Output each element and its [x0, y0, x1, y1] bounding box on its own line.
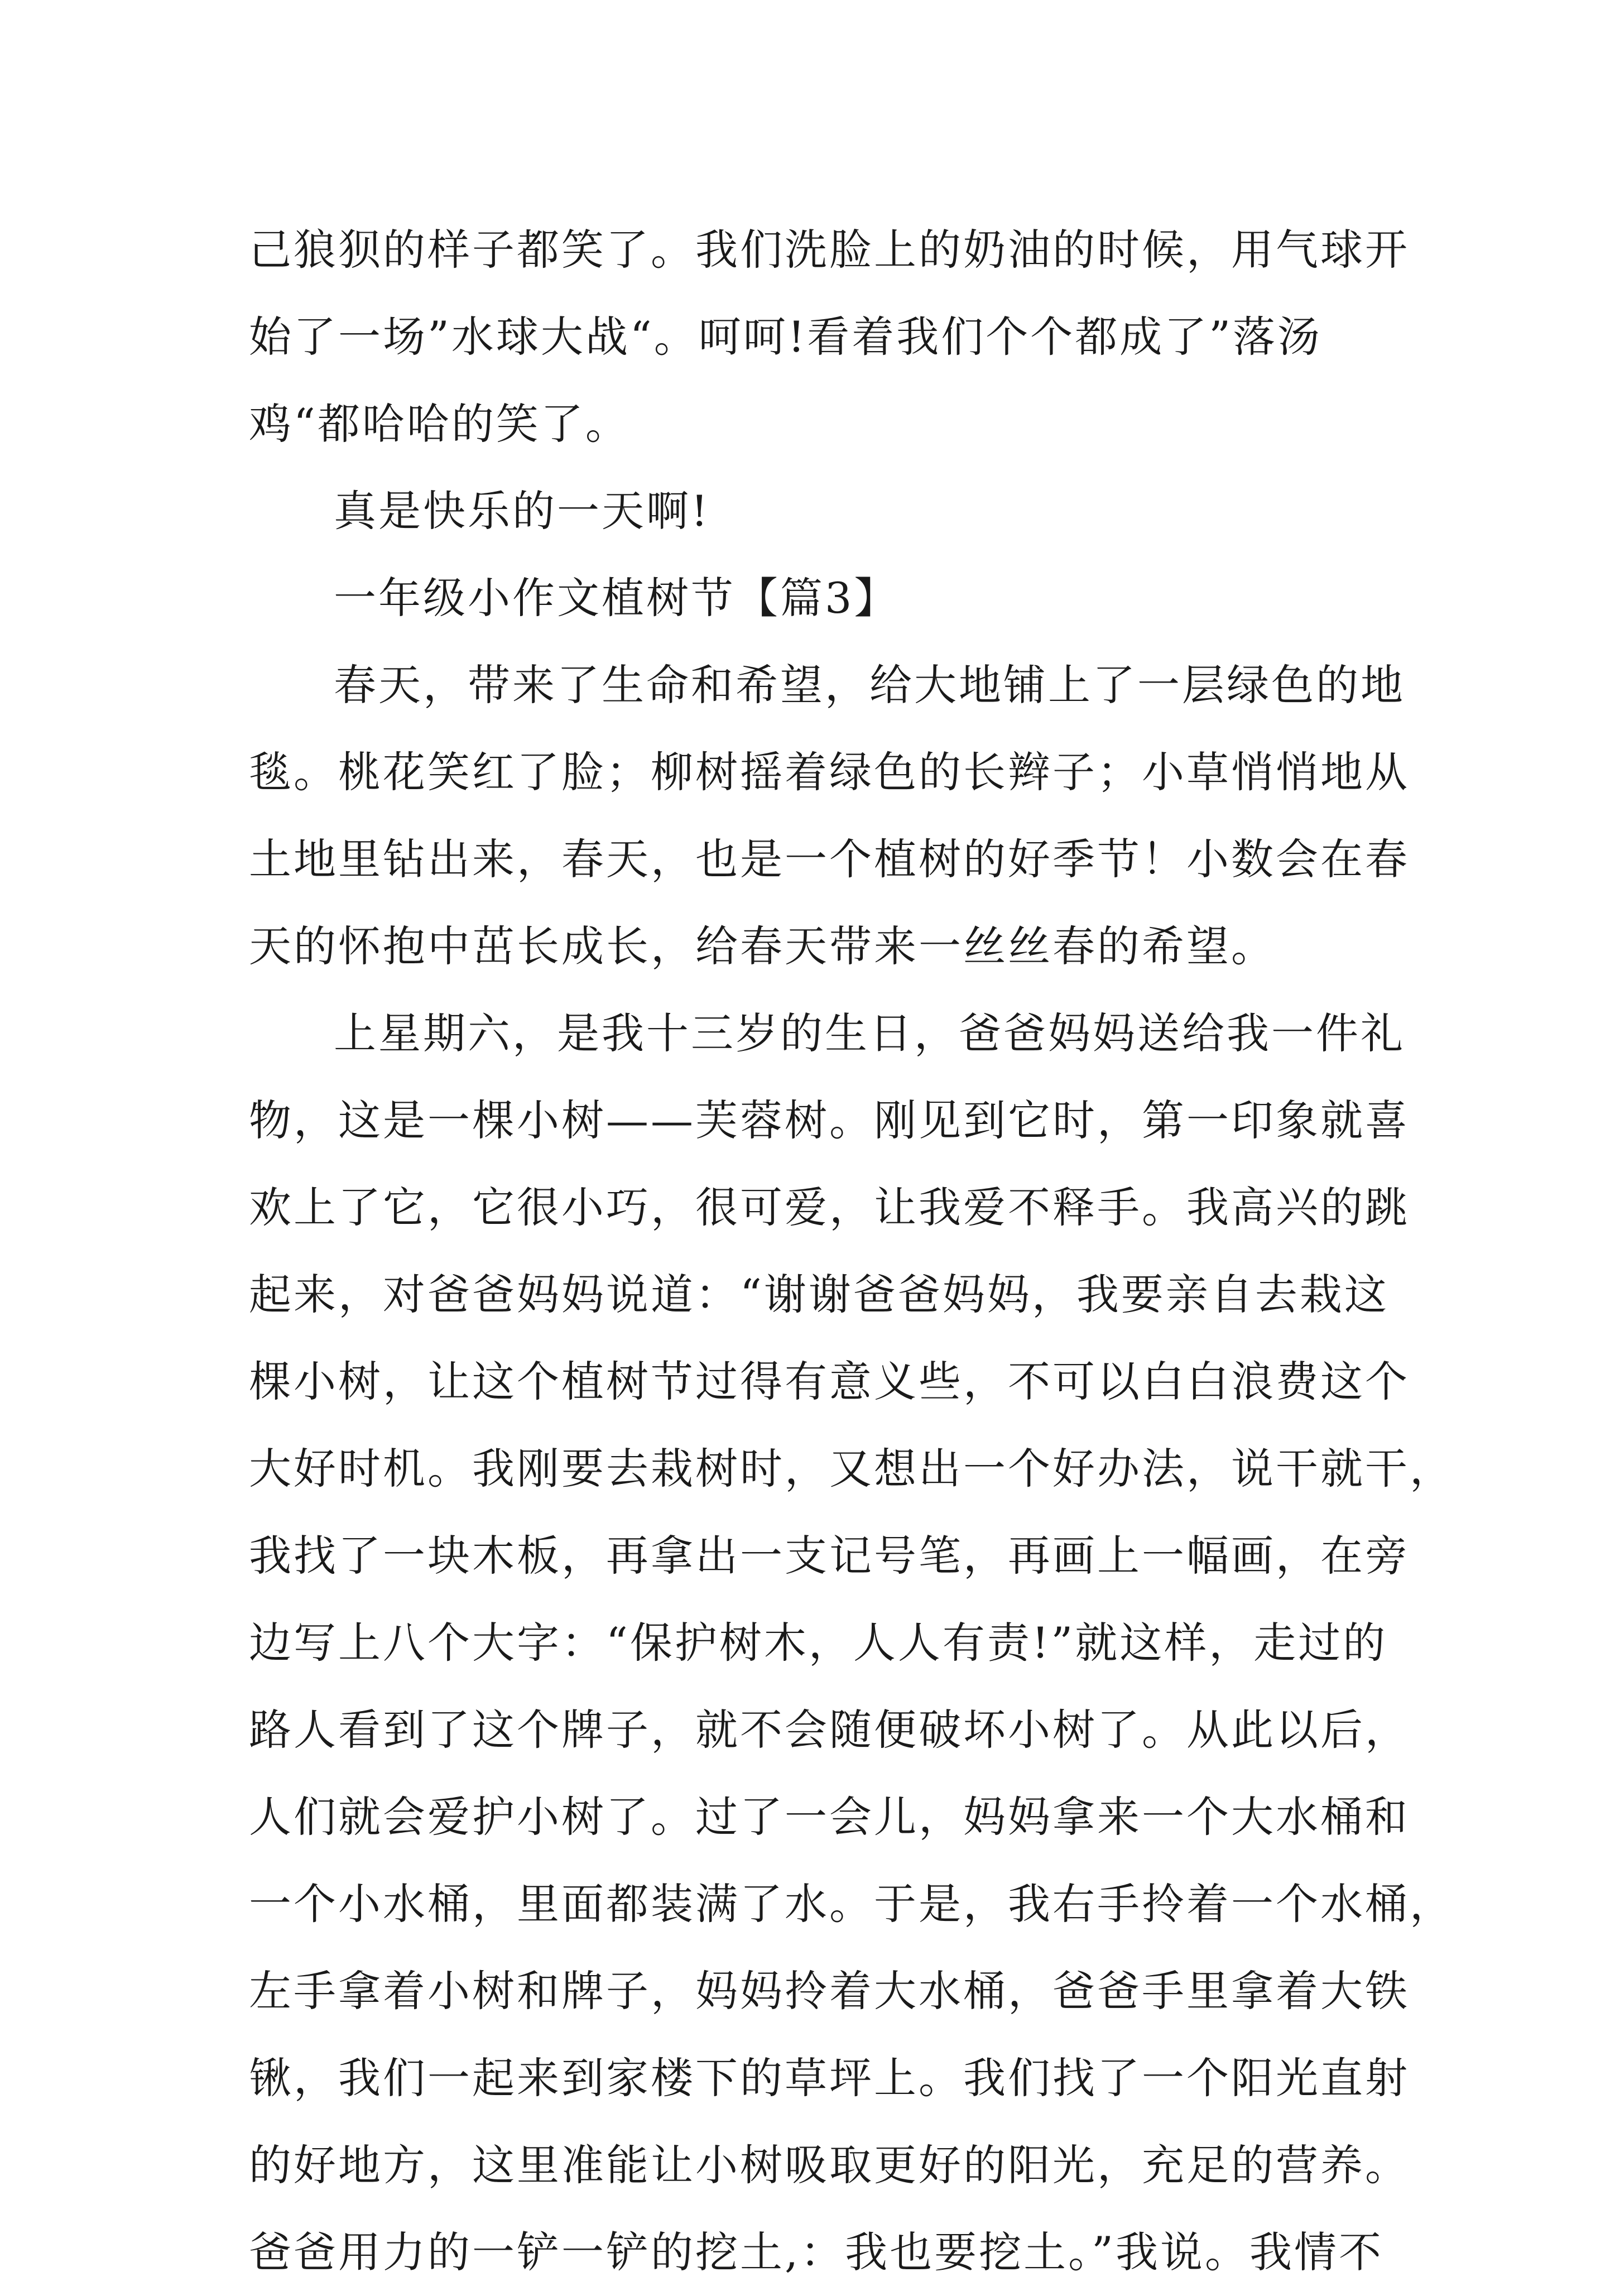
- text-line: 左手拿着小树和牌子，妈妈拎着大水桶，爸爸手里拿着大铁: [249, 1966, 1410, 2016]
- text-line: 的好地方，这里准能让小树吸取更好的阳光，充足的营养。: [249, 2140, 1410, 2190]
- text-line: 始了一场”水球大战“。呵呵!看着我们个个都成了”落汤: [249, 312, 1323, 362]
- text-line: 春天，带来了生命和希望，给大地铺上了一层绿色的地: [334, 660, 1405, 710]
- text-line: 爸爸用力的一铲一铲的挖土,：我也要挖土。”我说。我情不: [249, 2227, 1384, 2277]
- text-line: 起来，对爸爸妈妈说道：“谢谢爸爸妈妈，我要亲自去栽这: [249, 1270, 1389, 1319]
- text-line: 欢上了它，它很小巧，很可爱，让我爱不释手。我高兴的跳: [249, 1183, 1410, 1232]
- text-line: 己狼狈的样子都笑了。我们洗脸上的奶油的时候，用气球开: [249, 225, 1410, 275]
- text-line: 天的怀抱中茁长成长，给春天带来一丝丝春的希望。: [249, 921, 1276, 971]
- text-line: 路人看到了这个牌子，就不会随便破坏小树了。从此以后，: [249, 1705, 1410, 1755]
- text-line: 大好时机。我刚要去栽树时，又想出一个好办法，说干就干，: [249, 1444, 1454, 1493]
- text-line: 锹，我们一起来到家楼下的草坪上。我们找了一个阳光直射: [249, 2053, 1410, 2103]
- text-line: 鸡“都哈哈的笑了。: [249, 399, 630, 449]
- text-line: 真是快乐的一天啊!: [334, 486, 710, 536]
- text-line: 物，这是一棵小树——芙蓉树。刚见到它时，第一印象就喜: [249, 1096, 1410, 1145]
- text-line: 边写上八个大字：“保护树木，人人有责!”就这样，走过的: [249, 1618, 1388, 1668]
- text-line: 人们就会爱护小树了。过了一会儿，妈妈拿来一个大水桶和: [249, 1792, 1410, 1842]
- section-heading: 一年级小作文植树节【篇3】: [334, 573, 899, 623]
- document-body: [249, 206, 1454, 2296]
- text-line: 土地里钻出来，春天，也是一个植树的好季节！小数会在春: [249, 834, 1410, 884]
- text-line: 上星期六，是我十三岁的生日，爸爸妈妈送给我一件礼: [334, 1008, 1405, 1058]
- text-line: 毯。桃花笑红了脸；柳树摇着绿色的长辫子；小草悄悄地从: [249, 747, 1410, 797]
- text-line: 一个小水桶，里面都装满了水。于是，我右手拎着一个水桶，: [249, 1879, 1454, 1929]
- text-line: 棵小树，让这个植树节过得有意义些，不可以白白浪费这个: [249, 1357, 1410, 1406]
- text-line: 我找了一块木板，再拿出一支记号笔，再画上一幅画，在旁: [249, 1531, 1410, 1581]
